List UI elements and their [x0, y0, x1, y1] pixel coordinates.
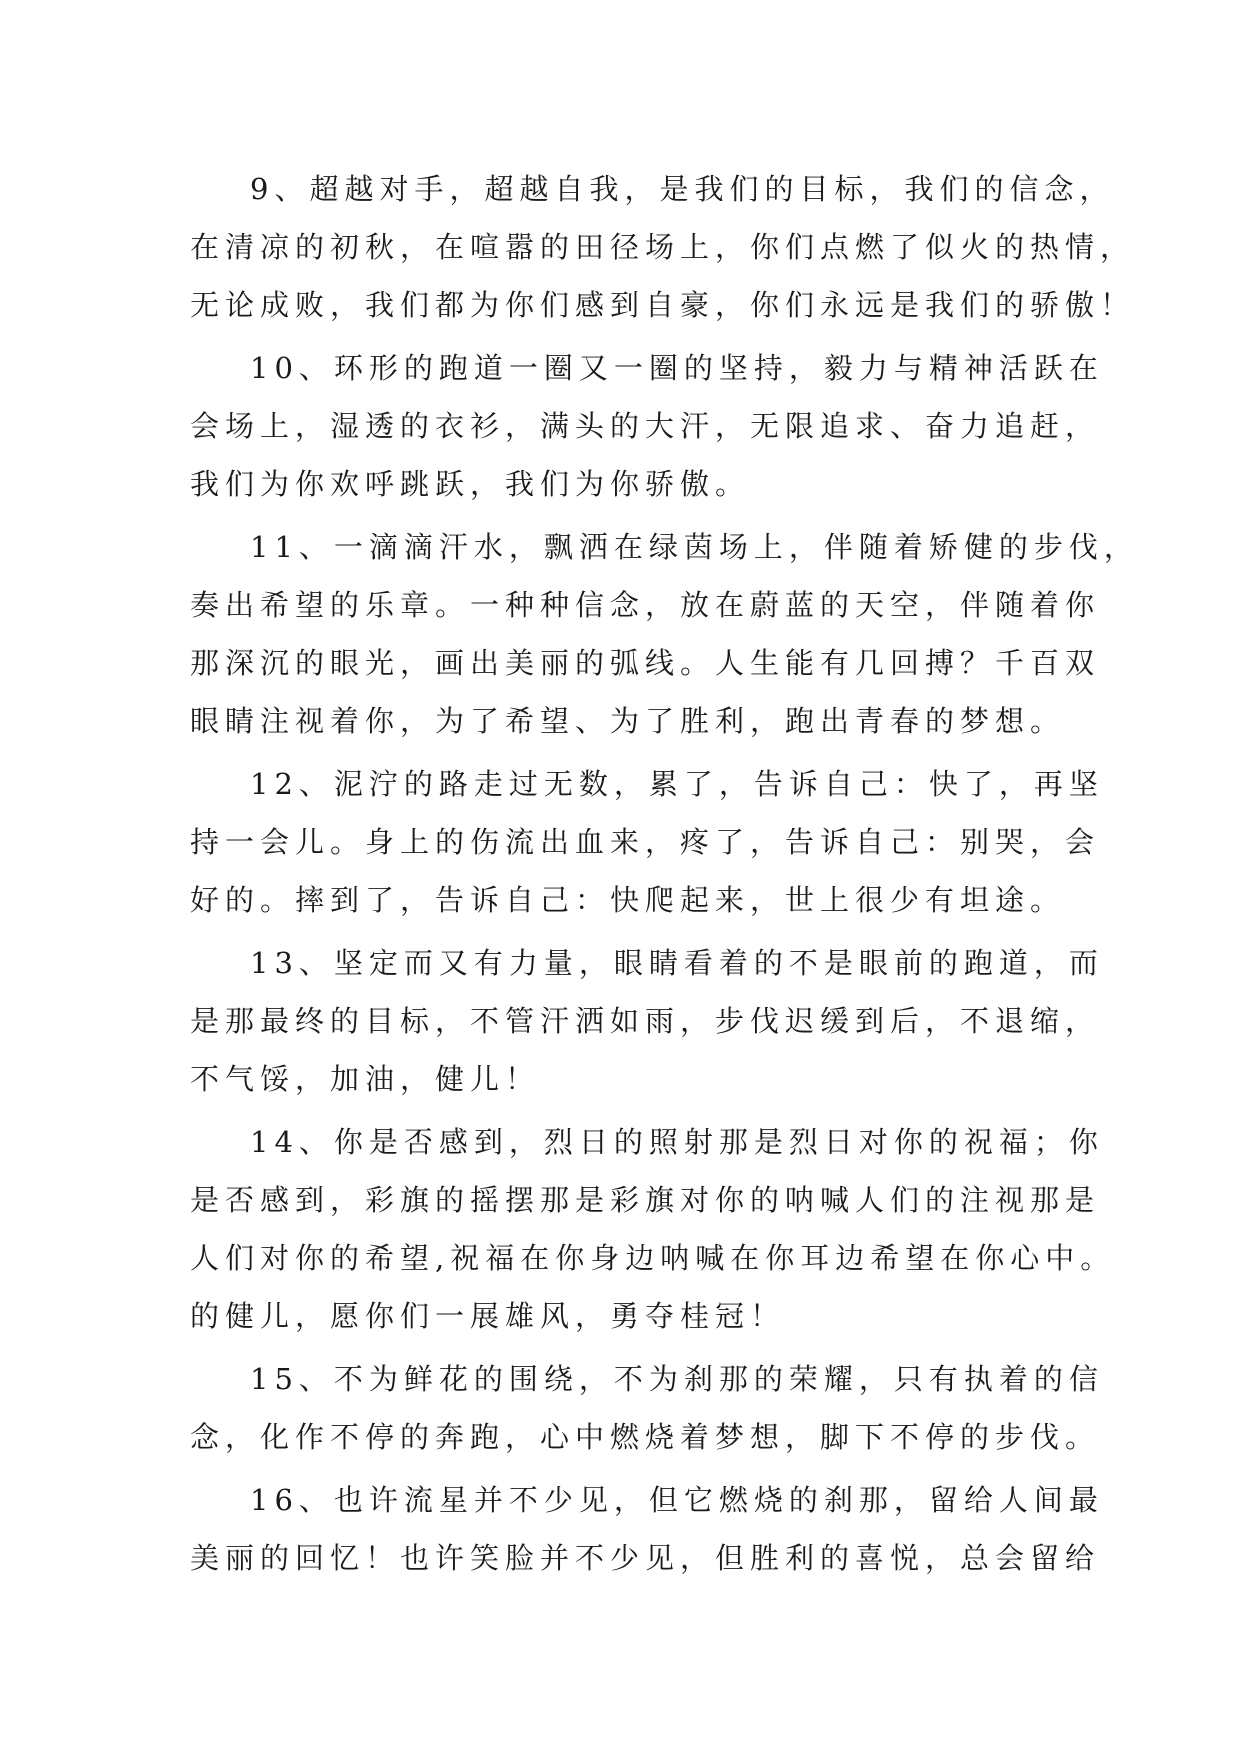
- text-line: 那深沉的眼光，画出美丽的弧线。人生能有几回搏？千百双: [190, 646, 1101, 680]
- text-line: 持一会儿。身上的伤流出血来，疼了，告诉自己：别哭，会: [190, 825, 1101, 859]
- text-line: 不气馁，加油，健儿！: [190, 1062, 541, 1096]
- paragraph: [190, 755, 1104, 929]
- text-line: 会场上，湿透的衣衫，满头的大汗，无限追求、奋力追赶，: [190, 409, 1101, 443]
- text-line: 15、不为鲜花的围绕，不为刹那的荣耀，只有执着的信: [250, 1362, 1104, 1396]
- paragraph: [190, 1113, 1116, 1345]
- text-line: 美丽的回忆！也许笑脸并不少见，但胜利的喜悦，总会留给: [190, 1541, 1101, 1575]
- paragraph: [190, 160, 1136, 334]
- text-line: 眼睛注视着你，为了希望、为了胜利，跑出青春的梦想。: [190, 704, 1066, 738]
- text-line: 念，化作不停的奔跑，心中燃烧着梦想，脚下不停的步伐。: [190, 1420, 1101, 1454]
- text-line: 13、坚定而又有力量，眼睛看着的不是眼前的跑道，而: [250, 946, 1104, 980]
- text-line: 是那最终的目标，不管汗洒如雨，步伐迟缓到后，不退缩，: [190, 1004, 1101, 1038]
- text-line: 我们为你欢呼跳跃，我们为你骄傲。: [190, 467, 751, 501]
- paragraph: [190, 1350, 1104, 1466]
- text-line: 人们对你的希望,祝福在你身边呐喊在你耳边希望在你心中。: [190, 1241, 1116, 1275]
- text-line: 是否感到，彩旗的摇摆那是彩旗对你的呐喊人们的注视那是: [190, 1183, 1101, 1217]
- text-line: 9、超越对手，超越自我，是我们的目标，我们的信念，: [250, 172, 1115, 206]
- paragraph: [190, 934, 1104, 1108]
- paragraph: [190, 1471, 1104, 1587]
- text-line: 16、也许流星并不少见，但它燃烧的刹那，留给人间最: [250, 1483, 1104, 1517]
- text-line: 奏出希望的乐章。一种种信念，放在蔚蓝的天空，伴随着你: [190, 588, 1101, 622]
- text-line: 10、环形的跑道一圈又一圈的坚持，毅力与精神活跃在: [250, 351, 1104, 385]
- paragraph: [190, 339, 1104, 513]
- text-line: 11、一滴滴汗水，飘洒在绿茵场上，伴随着矫健的步伐，: [250, 530, 1139, 564]
- text-line: 的健儿，愿你们一展雄风，勇夺桂冠！: [190, 1299, 786, 1333]
- text-line: 12、泥泞的路走过无数，累了，告诉自己：快了，再坚: [250, 767, 1104, 801]
- text-line: 14、你是否感到，烈日的照射那是烈日对你的祝福；你: [250, 1125, 1104, 1159]
- text-line: 在清凉的初秋，在喧嚣的田径场上，你们点燃了似火的热情，: [190, 230, 1136, 264]
- text-line: 好的。摔到了，告诉自己：快爬起来，世上很少有坦途。: [190, 883, 1066, 917]
- document-body: [190, 160, 1139, 1587]
- text-line: 无论成败，我们都为你们感到自豪，你们永远是我们的骄傲！: [190, 288, 1136, 322]
- paragraph: [190, 518, 1139, 750]
